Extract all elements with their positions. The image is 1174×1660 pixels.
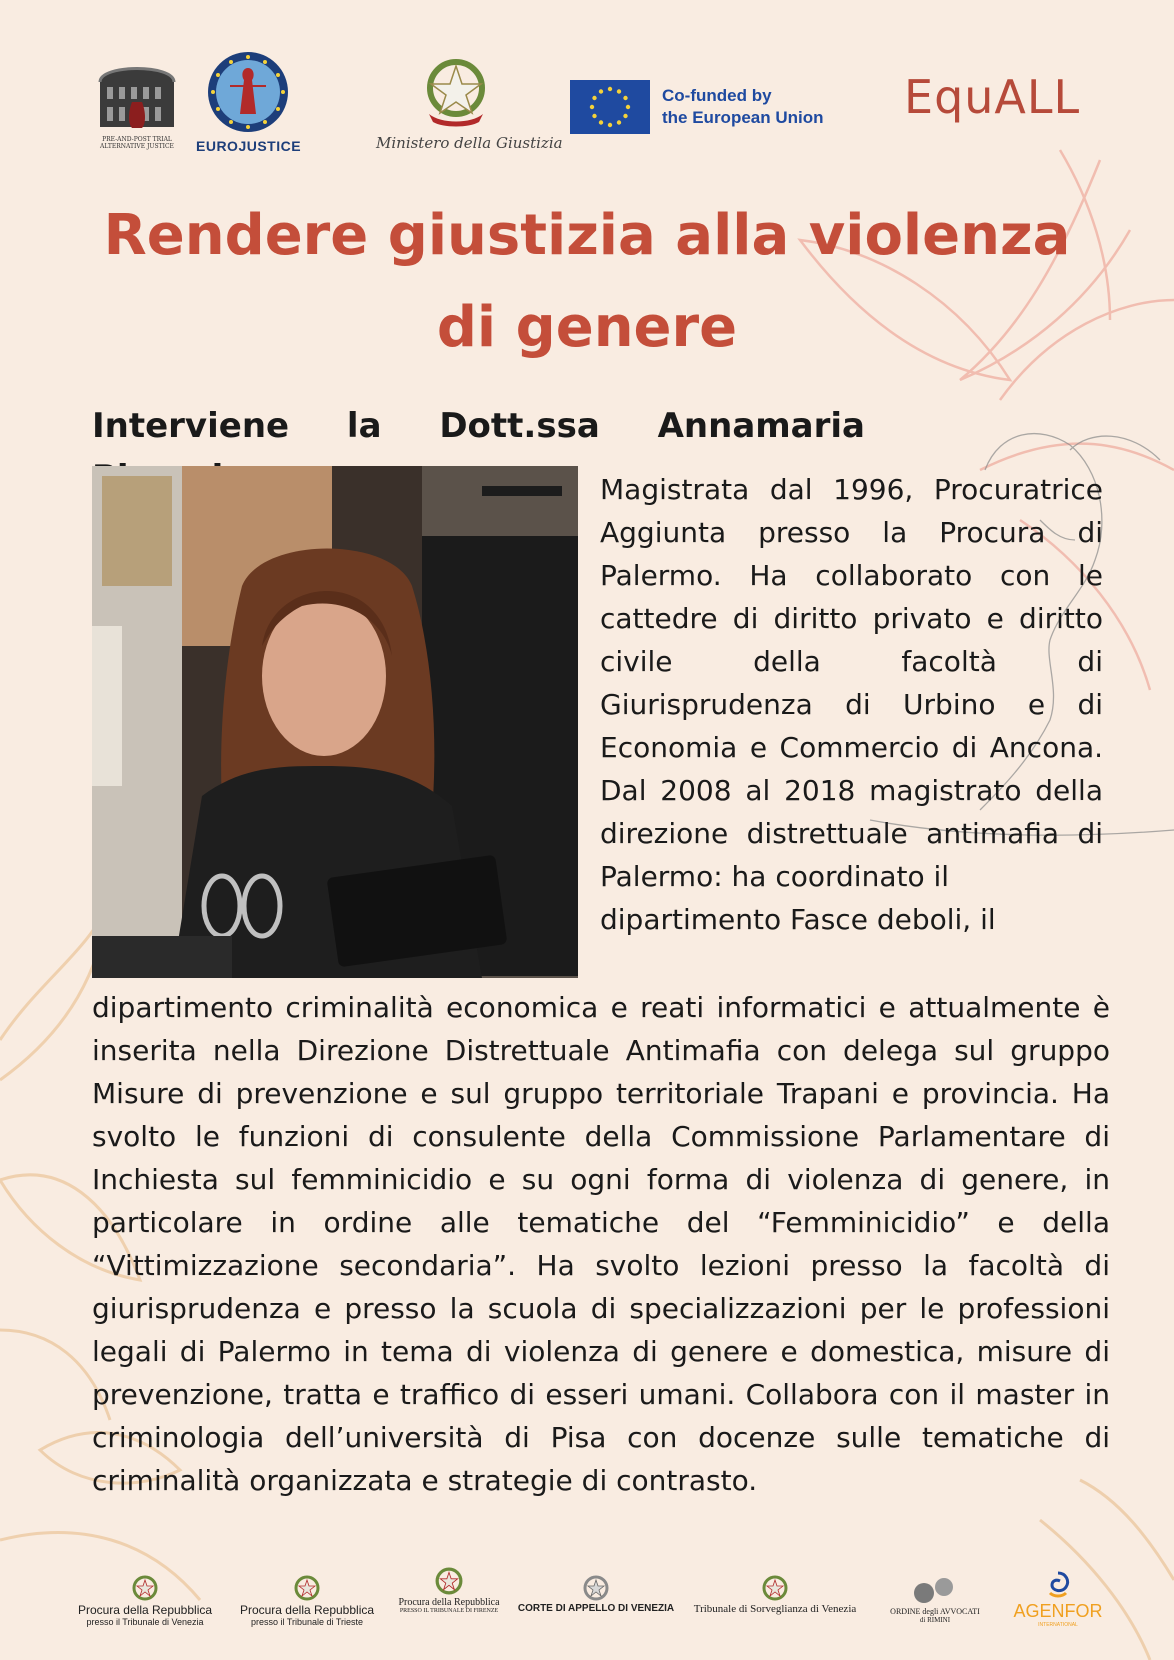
partner-4-line1: CORTE DI APPELLO DI VENEZIA xyxy=(517,1603,675,1614)
title-line1: Rendere giustizia alla violenza xyxy=(103,203,1071,268)
speaker-photo xyxy=(92,466,578,978)
pre-post-trial-logo xyxy=(92,52,182,150)
partner-7-line1: AGENFOR xyxy=(1013,1601,1103,1621)
ministero-logo xyxy=(376,54,563,152)
partner-1-line1: Procura della Repubblica xyxy=(77,1603,213,1617)
partner-agenfor xyxy=(1008,1571,1108,1628)
partner-6-line2: di RIMINI xyxy=(919,1616,951,1624)
equall-logo: EquALL xyxy=(904,70,1081,124)
bio-right-text: Magistrata dal 1996, Procuratrice Aggiunta presso la Procura di Palermo. Ha collaborato con le cattedre di diritto privato e diritto civile della facoltà di Giurisprudenza di Urbino e di Economia e Commercio di Ancona. Dal 2008 al 2018 magistrato della direzione distrettuale antimafia di Palermo: ha coordinato il xyxy=(600,473,1103,893)
italian-emblem-icon xyxy=(583,1575,609,1601)
bio-right-last-line: dipartimento Fasce deboli, il xyxy=(600,903,996,936)
partner-1-line2: presso il Tribunale di Venezia xyxy=(86,1617,204,1627)
speaker-line1: Interviene la Dott.ssa Annamaria xyxy=(92,406,865,446)
header-logos xyxy=(86,48,1081,163)
biography-right-column xyxy=(600,468,1103,941)
speaker-portrait-image xyxy=(92,466,578,978)
partner-7-line2: INTERNATIONAL xyxy=(1038,1622,1078,1628)
italian-emblem-icon xyxy=(132,1575,158,1601)
partner-3-line1: Procura della Repubblica xyxy=(398,1597,500,1608)
partner-procura-venezia xyxy=(70,1575,220,1627)
eurojustice-logo xyxy=(196,50,300,154)
italian-emblem-icon xyxy=(762,1575,788,1601)
eu-flag-icon xyxy=(570,80,650,134)
agenfor-swirl-icon xyxy=(1044,1571,1072,1599)
eu-label-line1: Co-funded by xyxy=(662,86,772,105)
partner-2-line1: Procura della Repubblica xyxy=(239,1603,375,1617)
partner-procura-trieste xyxy=(232,1575,382,1627)
pre-post-trial-label: PRE-AND-POST TRIAL ALTERNATIVE JUSTICE xyxy=(100,136,174,150)
italian-emblem-icon xyxy=(294,1575,320,1601)
italian-emblem-icon xyxy=(435,1567,463,1595)
eu-cofunded-logo xyxy=(570,80,850,134)
eurojustice-label: EUROJUSTICE xyxy=(196,138,302,154)
eu-label-line2: the European Union xyxy=(662,108,824,127)
partner-3-line2: PRESSO IL TRIBUNALE DI FIRENZE xyxy=(399,1608,499,1614)
partner-6-line1: ORDINE degli AVVOCATI xyxy=(890,1607,980,1616)
colosseum-icon xyxy=(92,52,182,132)
title-line2: di genere xyxy=(436,295,738,360)
partner-5-line1: Tribunale di Sorveglianza di Venezia xyxy=(693,1603,857,1615)
italian-emblem-icon xyxy=(421,54,491,130)
partner-logos xyxy=(70,1575,1110,1645)
partner-2-line2: presso il Tribunale di Trieste xyxy=(250,1617,364,1627)
page-title xyxy=(60,190,1114,374)
partner-tribunale-sorveglianza xyxy=(690,1575,860,1615)
eurojustice-emblem-icon xyxy=(206,50,290,134)
biography-continued: dipartimento criminalità economica e reati informatici e attualmente è inserita nella Direzione Distrettuale Antimafia con delega sul gruppo Misure di prevenzione e sul gruppo territoriale Trapani e provincia. Ha svolto le funzioni di consulente della Commissione Parlamentare di Inchiesta sul femminicidio e su ogni forma di violenza di genere, in particolare in ordine alle tematiche del “Femminicidio” e della “Vittimizzazione secondaria”. Ha svolto lezioni presso la facoltà di giurisprudenza e presso la scuola di specializzazioni per le professioni legali di Palermo in tema di violenza di genere e domestica, misure di prevenzione, tratta e traffico di esseri umani. Collabora con il master in criminologia dell’università di Pisa con docenze sulle tematiche di criminalità organizzata e strategie di contrasto. xyxy=(92,991,1110,1497)
ministero-label: Ministero della Giustizia xyxy=(376,134,563,152)
partner-ordine-avvocati xyxy=(870,1575,1000,1624)
partner-corte-appello xyxy=(516,1575,676,1614)
partner-procura-firenze xyxy=(394,1567,504,1614)
coins-emblem-icon xyxy=(910,1575,960,1605)
